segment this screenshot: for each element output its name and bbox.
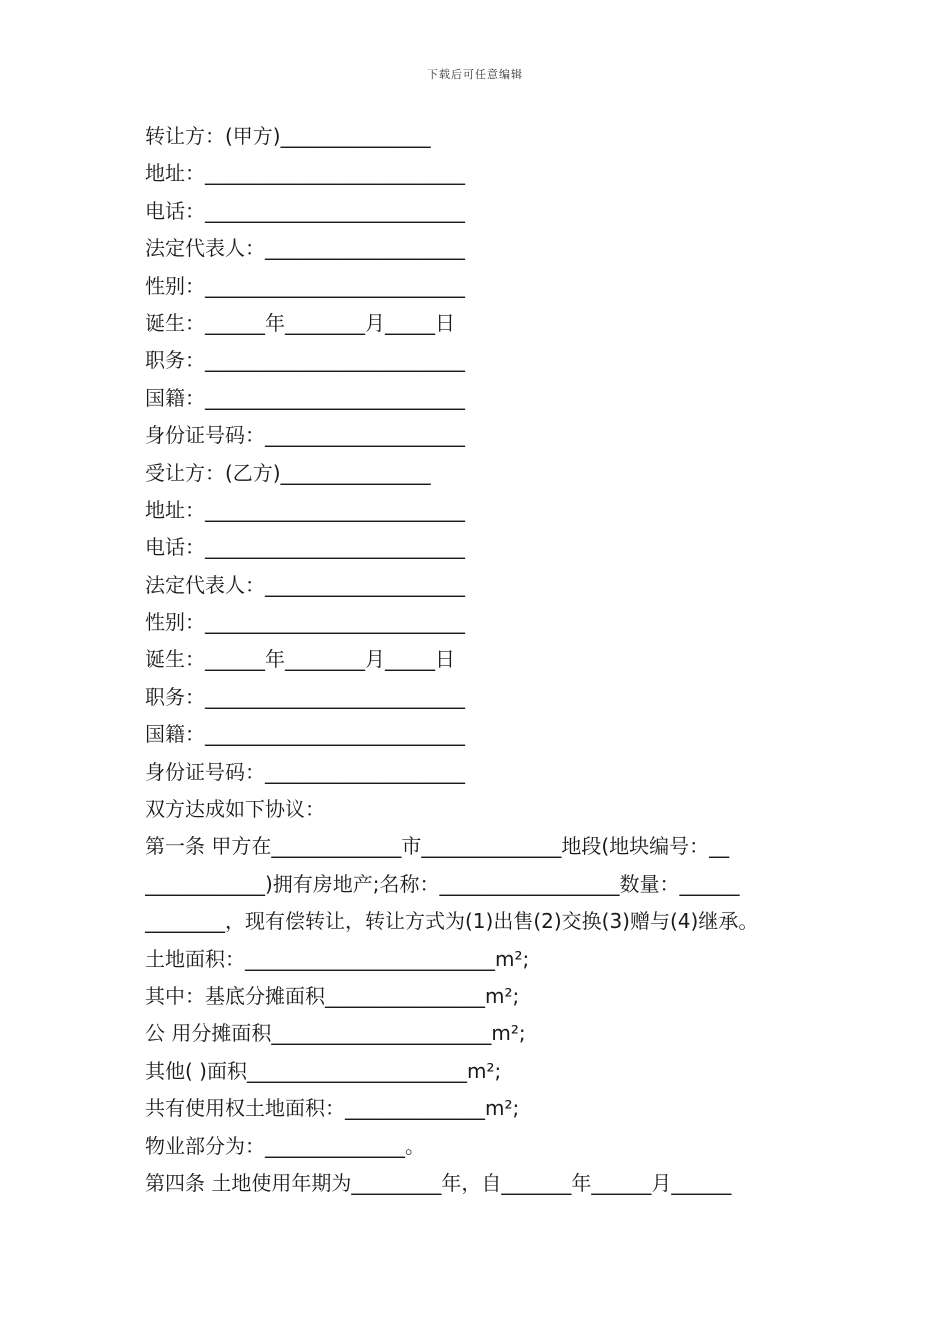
article-one-line-3: ________，现有偿转让，转让方式为(1)出售(2)交换(3)赠与(4)继承。 xyxy=(145,909,759,934)
base-shared-area-line: 其中：基底分摊面积________________m²; xyxy=(145,983,520,1008)
transferee-address-line: 地址：__________________________ xyxy=(145,497,465,522)
transferor-phone-line: 电话：__________________________ xyxy=(145,198,465,223)
public-shared-area-line: 公 用分摊面积______________________m²; xyxy=(145,1021,526,1046)
transferee-legal-rep-line: 法定代表人：____________________ xyxy=(145,572,465,597)
transferee-nationality-line: 国籍：__________________________ xyxy=(145,722,465,747)
property-part-line: 物业部分为：______________。 xyxy=(145,1133,425,1158)
transferee-birth-line: 诞生：______年________月_____日 xyxy=(145,647,455,672)
transferee-gender-line: 性别：__________________________ xyxy=(145,610,465,635)
article-one-line-1: 第一条 甲方在_____________市______________地段(地块编号：__ xyxy=(145,834,730,859)
article-one-line-2: ____________)拥有房地产;名称：__________________数量：______ xyxy=(145,871,740,896)
transferor-label-line: 转让方：(甲方)_______________ xyxy=(145,124,431,148)
transferor-id-number-line: 身份证号码：____________________ xyxy=(145,423,465,448)
transferor-legal-rep-line: 法定代表人：____________________ xyxy=(145,236,465,261)
transferor-position-line: 职务：__________________________ xyxy=(145,348,465,373)
other-area-line: 其他( )面积______________________m²; xyxy=(145,1058,502,1083)
transferee-phone-line: 电话：__________________________ xyxy=(145,535,465,560)
transferor-address-line: 地址：__________________________ xyxy=(145,161,465,186)
transferee-position-line: 职务：__________________________ xyxy=(145,684,465,709)
agreement-intro-line: 双方达成如下协议： xyxy=(145,797,325,822)
land-area-line: 土地面积：_________________________m²; xyxy=(145,946,530,971)
transferee-label-line: 受让方：(乙方)_______________ xyxy=(145,460,431,485)
shared-land-use-area-line: 共有使用权土地面积：______________m²; xyxy=(145,1096,520,1121)
page-header: 下载后可任意编辑 xyxy=(427,68,523,81)
contract-body xyxy=(145,118,810,1202)
transferor-birth-line: 诞生：______年________月_____日 xyxy=(145,310,455,335)
article-four-line: 第四条 土地使用年期为_________年，自_______年______月______ xyxy=(145,1170,732,1195)
transferor-gender-line: 性别：__________________________ xyxy=(145,273,465,298)
transferee-id-number-line: 身份证号码：____________________ xyxy=(145,759,465,784)
transferor-nationality-line: 国籍：__________________________ xyxy=(145,385,465,410)
